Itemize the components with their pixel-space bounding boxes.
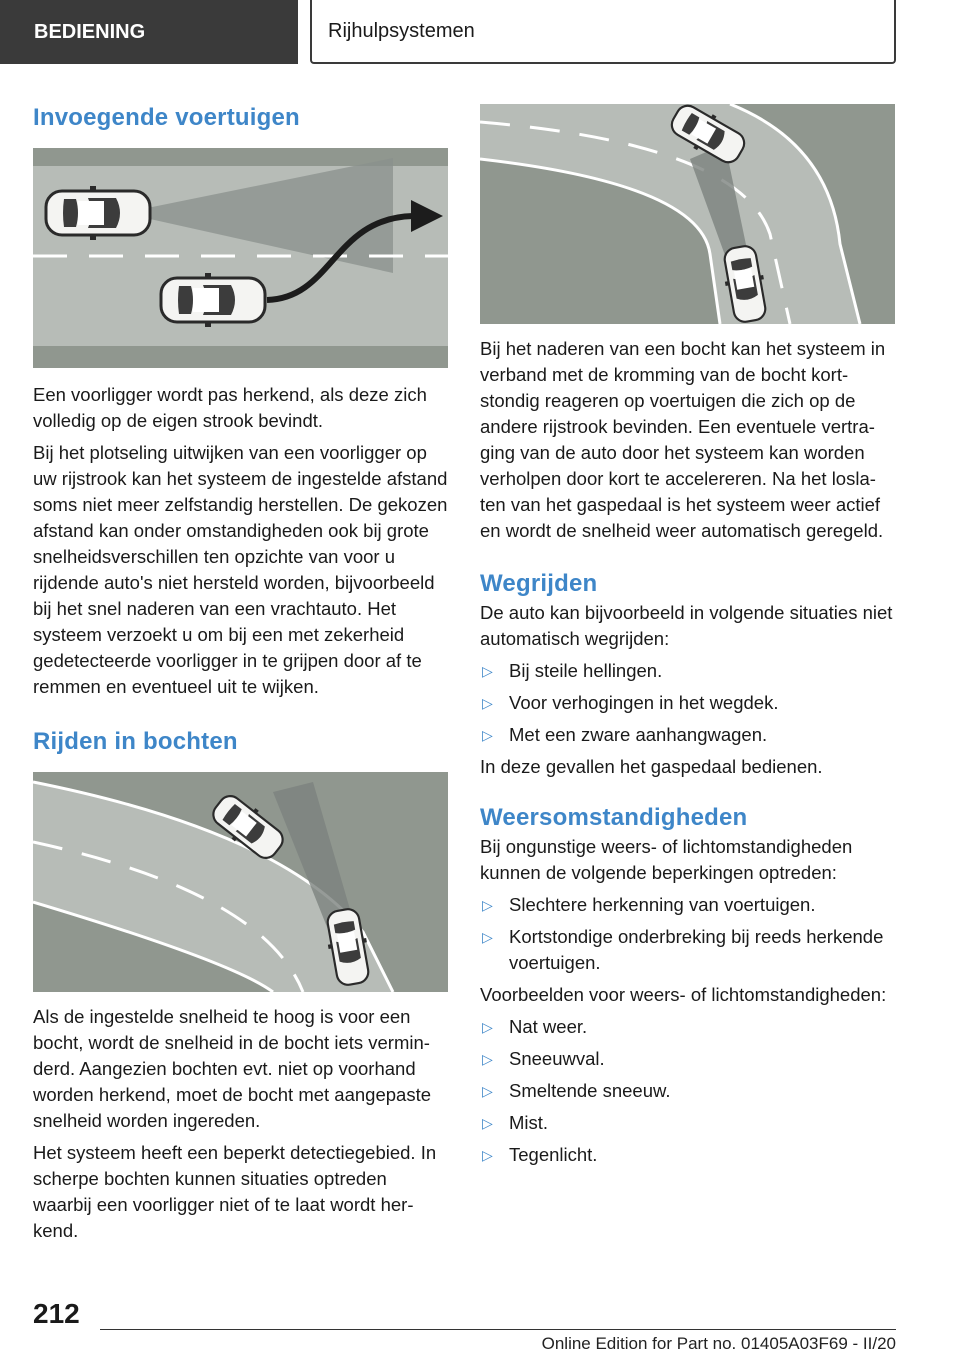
section-tab: [0, 0, 298, 64]
right-paragraph-1: Bij het naderen van een bocht kan het systeem in verband met de kromming van de bocht kortstondig reageren op voertuigen die zich op de andere rijstrook bevinden. Een eventuele vertraging van de auto door het systeem kan worden verholpen door kort te accelereren. Na het loslaten van het gaspedaal is het systeem weer actief en wordt de snelheid weer automatisch geregeld.: [480, 338, 886, 541]
left-paragraph-1: Een voorligger wordt pas herkend, als deze zich volledig op de eigen strook bevindt.: [33, 384, 427, 431]
triangle-right-outline-icon: ▷: [482, 1147, 493, 1163]
edition-footer: Online Edition for Part no. 01405A03F69 - II/20: [541, 1334, 896, 1353]
triangle-right-outline-icon: ▷: [482, 929, 493, 945]
heading-weather: Weersomstandigheden: [480, 804, 748, 831]
right-paragraph-2: De auto kan bijvoorbeeld in volgende situaties niet automatisch wegrijden:: [480, 602, 893, 649]
heading-curves: Rijden in bochten: [33, 728, 238, 755]
list-item: ▷ Met een zware aanhangwagen.: [480, 722, 895, 748]
triangle-right-outline-icon: ▷: [482, 1051, 493, 1067]
page-number: 212: [33, 1298, 80, 1329]
list-item: ▷ Bij steile hellingen.: [480, 658, 895, 684]
triangle-right-outline-icon: ▷: [482, 1083, 493, 1099]
right-paragraph-3: In deze gevallen het gaspedaal bedienen.: [480, 756, 823, 777]
list-item: ▷ Sneeuwval.: [480, 1046, 895, 1072]
curve-driving-illustration: [33, 772, 448, 992]
triangle-right-outline-icon: ▷: [482, 897, 493, 913]
merging-vehicle-illustration: [33, 148, 448, 368]
heading-merging-vehicles: Invoegende voertuigen: [33, 104, 300, 131]
list-item: ▷ Slechtere herkenning van voertuigen.: [480, 892, 895, 918]
list-item: ▷ Kortstondige onderbreking bij reeds herkende voertuigen.: [482, 926, 884, 973]
list-item: ▷ Nat weer.: [480, 1014, 895, 1040]
left-paragraph-4: Het systeem heeft een beperkt detectiegebied. In scherpe bochten kunnen situaties optreden waarbij een voorligger niet of te laat wordt herkend.: [33, 1142, 437, 1241]
triangle-right-outline-icon: ▷: [482, 1115, 493, 1131]
list-item: ▷ Voor verhogingen in het wegdek.: [480, 690, 895, 716]
list-item: ▷ Smeltende sneeuw.: [480, 1078, 895, 1104]
right-column: [480, 104, 895, 1168]
right-paragraph-5: Voorbeelden voor weers- of lichtomstandigheden:: [480, 984, 887, 1005]
left-paragraph-3: Als de ingestelde snelheid te hoog is voor een bocht, wordt de snelheid in de bocht iets verminderd. Aangezien bochten evt. niet op voorhand worden herkend, moet de bocht met aangepaste snelheid worden ingereden.: [33, 1006, 432, 1131]
section-label: BEDIENING: [34, 20, 146, 43]
weather-limitations-list: [480, 892, 895, 976]
left-column: [33, 100, 448, 1244]
triangle-right-outline-icon: ▷: [482, 695, 493, 711]
triangle-right-outline-icon: ▷: [482, 727, 493, 743]
weather-examples-list: [480, 1014, 895, 1168]
chapter-label: Rijhulpsystemen: [328, 19, 475, 42]
left-paragraph-2: Bij het plotseling uitwijken van een voorligger op uw rijstrook kan het systeem de ingestelde afstand soms niet meer zelfstandig herstellen. De gekozen afstand kan onder omstandigheden ook bij grote snelheidsverschillen ten opzichte van voor u rijdende auto's niet hersteld worden, bijvoorbeeld bij het snel naderen van een vrachtauto. Het systeem verzoekt u om bij een met zekerheid gedetecteerde voorligger in te grijpen door af te remmen en eventueel uit te wijken.: [33, 442, 448, 697]
list-item: ▷ Tegenlicht.: [480, 1142, 895, 1168]
footer-rule: [100, 1329, 896, 1330]
list-item: ▷ Mist.: [480, 1110, 895, 1136]
triangle-right-outline-icon: ▷: [482, 1019, 493, 1035]
curve-adjacent-lane-illustration: [480, 104, 895, 324]
chapter-tab: [310, 0, 896, 64]
right-paragraph-4: Bij ongunstige weers- of lichtomstandigheden kunnen de volgende beperkingen optreden:: [480, 836, 853, 883]
driving-off-list: [480, 658, 895, 748]
triangle-right-outline-icon: ▷: [482, 663, 493, 679]
heading-driving-off: Wegrijden: [480, 570, 598, 597]
